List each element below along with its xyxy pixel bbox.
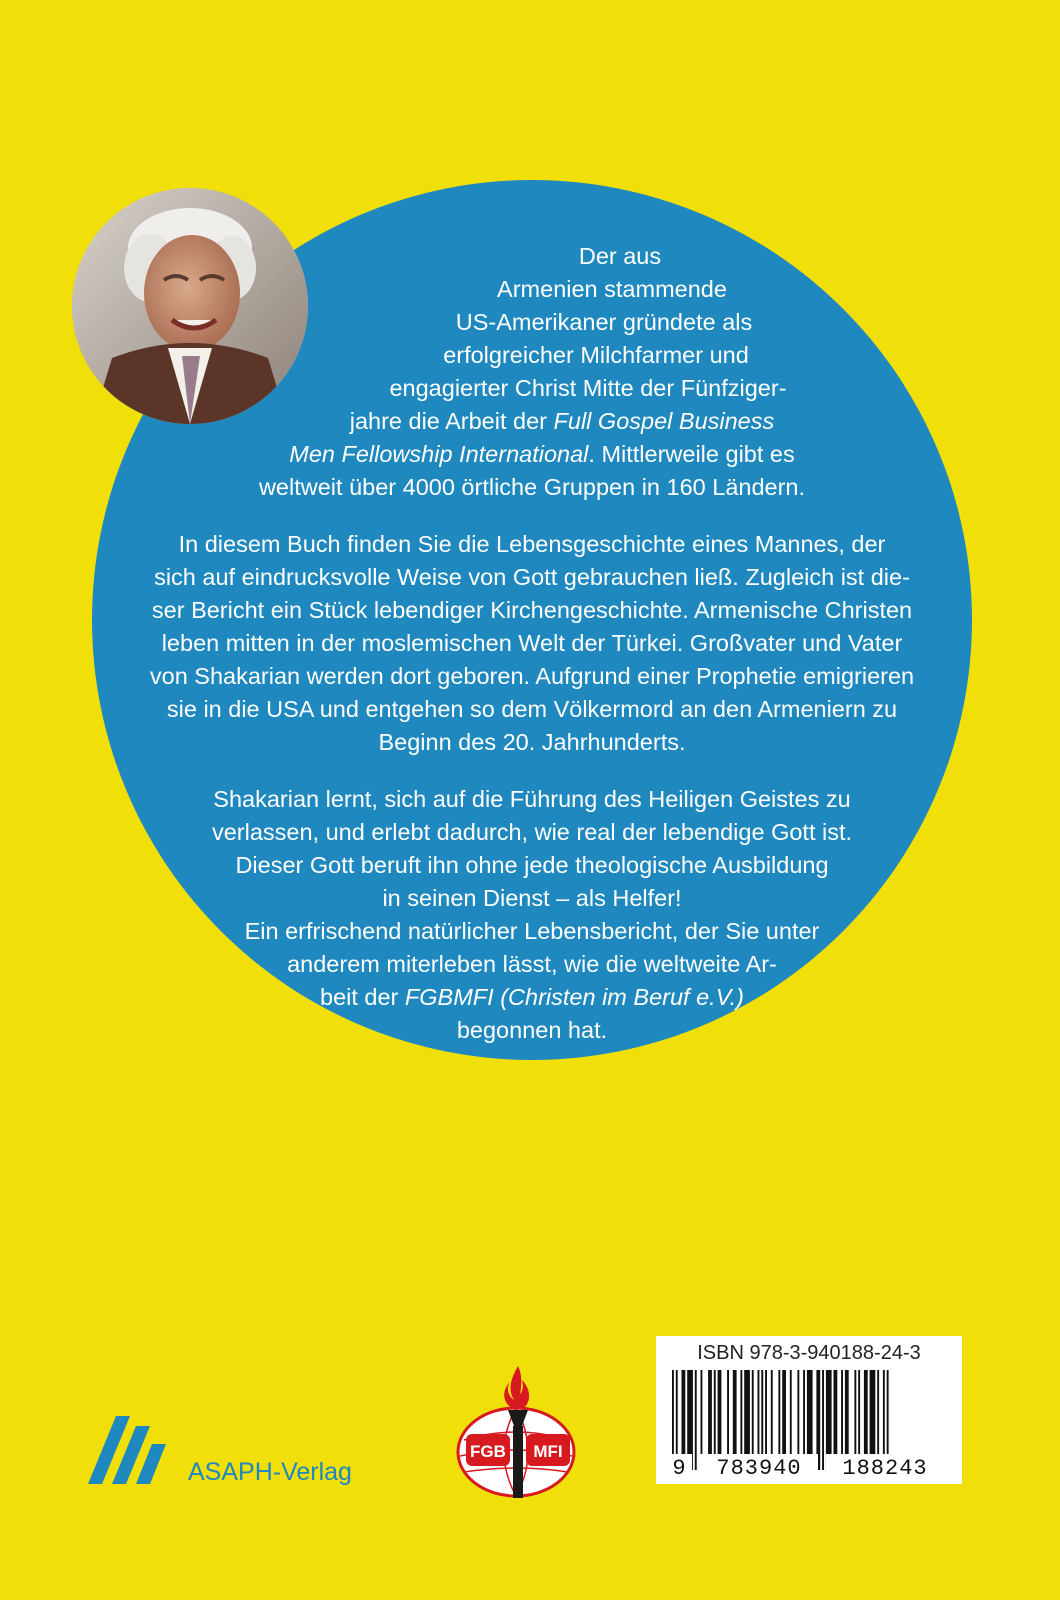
blurb-line: in seinen Dienst – als Helfer! [382, 885, 682, 911]
blurb-line: Shakarian lernt, sich auf die Führung des Heiligen Geistes zu [213, 786, 851, 812]
isbn-barcode [656, 1336, 962, 1484]
barcode-digits-left: 783940 [716, 1456, 802, 1478]
barcode-digits-right: 188243 [842, 1456, 928, 1478]
blurb-line: Dieser Gott beruft ihn ohne jede theologische Ausbildung [235, 852, 829, 878]
barcode-bars [666, 1370, 952, 1478]
blurb-line: jahre die Arbeit der Full Gospel Business [349, 408, 775, 434]
blurb-line: Men Fellowship International. Mittlerweile gibt es [289, 441, 795, 467]
blurb-line: beit der FGBMFI (Christen im Beruf e.V.) [320, 984, 744, 1010]
blurb-line: erfolgreicher Milchfarmer und [443, 342, 749, 368]
blurb-line: verlassen, und erlebt dadurch, wie real der lebendige Gott ist. [211, 819, 853, 845]
barcode-bar [695, 1370, 697, 1470]
blurb-line: sie in die USA und entgehen so dem Völkermord an den Armeniern zu [166, 696, 898, 722]
blurb-line: weltweit über 4000 örtliche Gruppen in 160 Ländern. [258, 474, 806, 500]
blurb-line: von Shakarian werden dort geboren. Aufgrund einer Prophetie emigrieren [149, 663, 915, 689]
blurb-paragraph-summary [92, 783, 972, 1047]
blurb-line: ser Bericht ein Stück lebendiger Kirchengeschichte. Armenische Christen [151, 597, 913, 623]
isbn-label: ISBN 978-3-940188-24-3 [697, 1342, 921, 1364]
blurb-line: leben mitten in der moslemischen Welt der Türkei. Großvater und Vater [161, 630, 903, 656]
fgbmfi-logo-icon [452, 1360, 582, 1510]
blurb-line: Der aus [578, 243, 662, 269]
fgbmfi-left-text: FGB [470, 1442, 506, 1461]
blurb-line: Armenien stammende [497, 276, 727, 302]
blurb-line: Beginn des 20. Jahrhunderts. [378, 729, 686, 755]
barcode-bar [822, 1370, 824, 1470]
blurb-line: begonnen hat. [456, 1017, 608, 1043]
blurb-text [92, 240, 972, 1047]
barcode-digit-first: 9 [672, 1456, 686, 1478]
blurb-line: sich auf eindrucksvolle Weise von Gott gebrauchen ließ. Zugleich ist die- [154, 564, 910, 590]
asaph-logo-icon [86, 1410, 178, 1486]
blurb-line: engagierter Christ Mitte der Fünfziger- [389, 375, 787, 401]
publisher-name: ASAPH-Verlag [188, 1458, 352, 1486]
fgbmfi-right-text: MFI [533, 1442, 563, 1461]
blurb-paragraph-intro [92, 240, 972, 504]
blurb-line: Ein erfrischend natürlicher Lebensbericht, der Sie unter [244, 918, 820, 944]
blurb-line: anderem miterleben lässt, wie die weltweite Ar- [287, 951, 777, 977]
blurb-paragraph-story [92, 528, 972, 759]
blurb-line: In diesem Buch finden Sie die Lebensgeschichte eines Mannes, der [178, 531, 886, 557]
blurb-line: US-Amerikaner gründete als [455, 309, 753, 335]
